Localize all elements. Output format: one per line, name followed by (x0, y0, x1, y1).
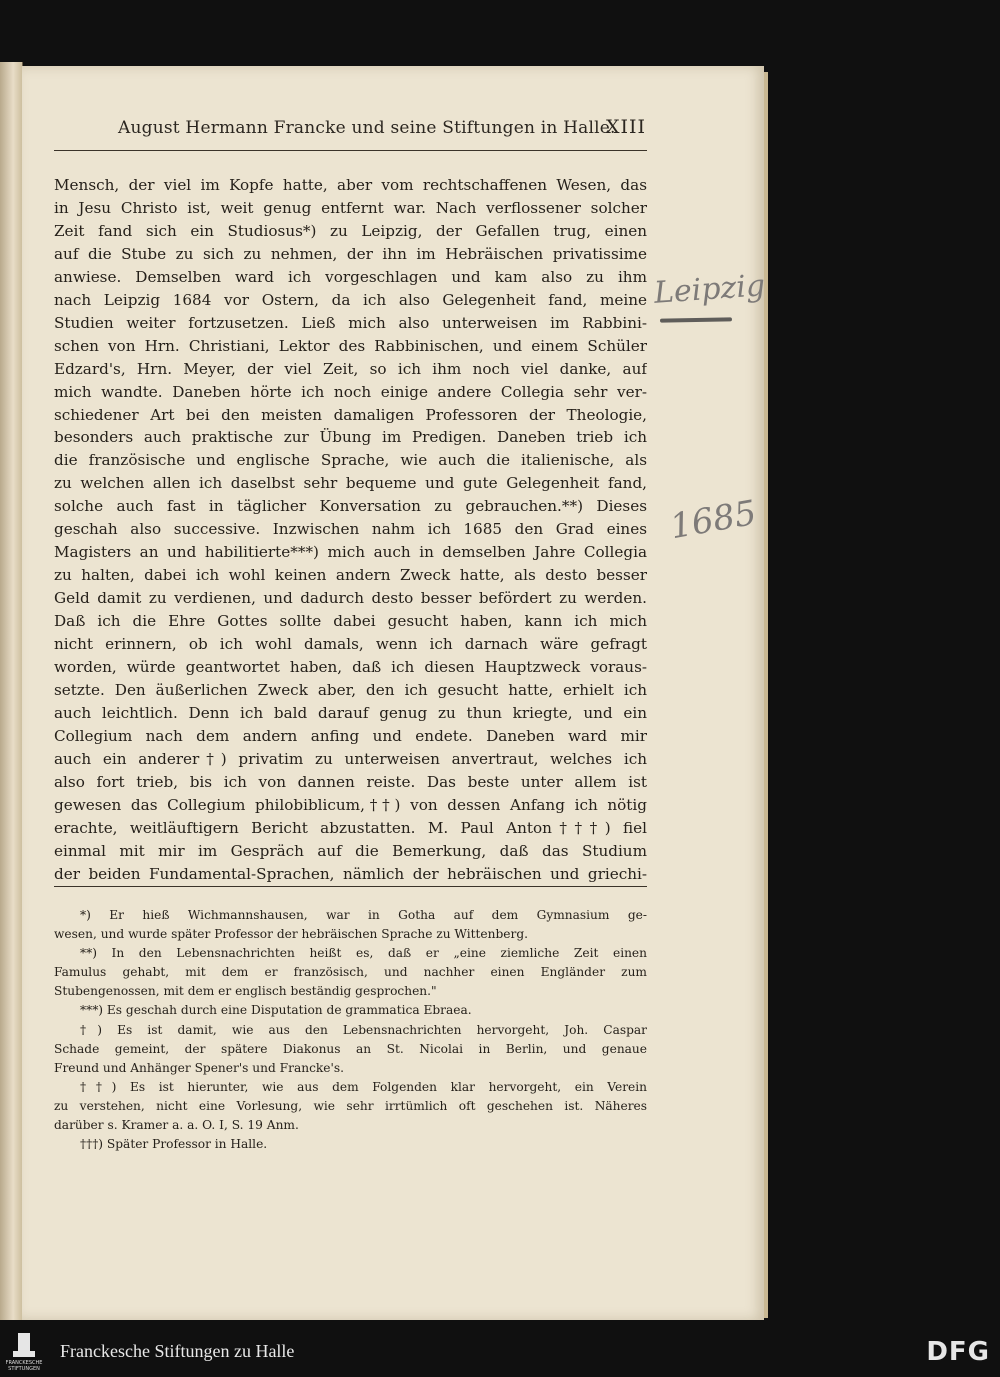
footnote-line: †††) Später Professor in Halle. (80, 1137, 268, 1152)
body-line: schen von Hrn. Christiani, Lektor des Rabbinischen, und einem Schüler (54, 336, 647, 355)
body-line: zu welchen allen ich daselbst sehr bequeme und gute Gelegenheit fand, (54, 474, 647, 493)
body-line: nach Leipzig 1684 vor Ostern, da ich also Gelegenheit fand, meine (54, 290, 647, 309)
footnote-line: Famulus gehabt, mit dem er französisch, und nachher einen Engländer zum (54, 965, 647, 980)
body-line: worden, würde geantwortet haben, daß ich diesen Hauptzweck voraus- (54, 658, 647, 677)
footnote-line: Stubengenossen, mit dem er englisch beständig gesprochen." (54, 984, 437, 999)
footnote (54, 1078, 647, 1135)
body-line: auf die Stube zu sich zu nehmen, der ihn im Hebräischen privatissime (54, 244, 647, 263)
body-line: in Jesu Christo ist, weit genug entfernt war. Nach verflossener solcher (54, 198, 647, 217)
body-line: Geld damit zu verdienen, und dadurch desto besser befördert zu werden. (54, 589, 647, 608)
body-line: besonders auch praktische zur Übung im Predigen. Daneben trieb ich (54, 428, 647, 447)
dfg-logo[interactable]: DFG (926, 1337, 990, 1367)
footnote-line: zu verstehen, nicht eine Vorlesung, wie sehr irrtümlich oft geschehen ist. Näheres (54, 1098, 647, 1113)
footnote (54, 1021, 647, 1078)
viewer-footer (0, 1327, 1000, 1377)
footnote-line: ***) Es geschah durch eine Disputation de grammatica Ebraea. (80, 1003, 472, 1018)
footnote (54, 944, 647, 1001)
body-line: auch ein anderer†) privatim zu unterweisen anvertraut, welches ich (54, 749, 647, 768)
header-rule (54, 150, 647, 151)
body-line: schiedener Art bei den meisten damaligen Professoren der Theologie, (54, 405, 647, 424)
pencil-note-leipzig: Leipzig (652, 268, 767, 311)
footnote-line: Freund und Anhänger Spener's und Francke's. (54, 1060, 344, 1075)
body-line: Zeit fand sich ein Studiosus*) zu Leipzig, der Gefallen trug, einen (54, 221, 647, 240)
institution-name[interactable]: Franckesche Stiftungen zu Halle (60, 1341, 295, 1361)
body-line: Magisters an und habilitierte***) mich auch in demselben Jahre Collegia (54, 543, 647, 562)
body-line: mich wandte. Daneben hörte ich noch einige andere Collegia sehr ver- (54, 382, 647, 401)
footnote-rule (54, 886, 647, 887)
body-line: zu halten, dabei ich wohl keinen andern Zweck hatte, als desto besser (54, 566, 647, 585)
footnote-line: darüber s. Kramer a. a. O. I, S. 19 Anm. (54, 1118, 299, 1133)
running-head (118, 116, 646, 142)
body-line: der beiden Fundamental-Sprachen, nämlich der hebräischen und griechi- (54, 864, 647, 883)
footnote-line: Schade gemeint, der spätere Diakonus an St. Nicolai in Berlin, und genaue (54, 1041, 647, 1056)
adjacent-page-edge (0, 62, 23, 1320)
body-line: anwiese. Demselben ward ich vorgeschlagen und kam also zu ihm (54, 267, 647, 286)
body-line: nicht erinnern, ob ich wohl damals, wenn ich darnach wäre gefragt (54, 635, 647, 654)
logo-text: FRANCKESCHE STIFTUNGEN (5, 1360, 43, 1372)
footnote-line: wesen, und wurde später Professor der hebräischen Sprache zu Wittenberg. (54, 927, 529, 942)
body-line: die französische und englische Sprache, wie auch die italienische, als (54, 451, 647, 470)
footnote-line: **) In den Lebensnachrichten heißt es, daß er „eine ziemliche Zeit einen (80, 946, 647, 961)
page-number: XIII (605, 116, 646, 138)
footnote (54, 906, 647, 944)
body-line: geschah also successive. Inzwischen nahm ich 1685 den Grad eines (54, 520, 647, 539)
footnote-line: †) Es ist damit, wie aus den Lebensnachrichten hervorgeht, Joh. Caspar (80, 1022, 647, 1037)
body-line: also fort trieb, bis ich von dannen reiste. Das beste unter allem ist (54, 772, 647, 791)
body-line: gewesen das Collegium philobiblicum,††) von dessen Anfang ich nötig (54, 795, 647, 814)
body-line: Daß ich die Ehre Gottes sollte dabei gesucht haben, kann ich mich (54, 612, 647, 631)
body-line: solche auch fast in täglicher Konversation zu gebrauchen.**) Dieses (54, 497, 647, 516)
franckesche-stiftungen-logo[interactable] (6, 1333, 42, 1373)
footnote-line: *) Er hieß Wichmannshausen, war in Gotha auf dem Gymnasium ge- (80, 908, 647, 922)
building-base-icon (13, 1351, 35, 1357)
page-edge (764, 72, 768, 1318)
footnote (54, 1135, 647, 1154)
footnotes (54, 906, 647, 1154)
body-line: auch leichtlich. Denn ich bald darauf genug zu thun kriegte, und ein (54, 703, 647, 722)
body-text (54, 174, 647, 886)
running-head-title: August Hermann Francke und seine Stiftungen in Halle. (118, 118, 616, 138)
body-line: Mensch, der viel im Kopfe hatte, aber vom rechtschaffenen Wesen, das (54, 176, 647, 194)
body-line: erachte, weitläuftigern Bericht abzustatten. M. Paul Anton†††) fiel (54, 818, 647, 837)
footnote (54, 1001, 647, 1020)
body-line: einmal mit mir im Gespräch auf die Bemerkung, daß das Studium (54, 841, 647, 860)
pencil-note-1685: 1685 (667, 492, 760, 548)
body-line: setzte. Den äußerlichen Zweck aber, den ich gesucht hatte, erhielt ich (54, 680, 647, 699)
body-line: Studien weiter fortzusetzen. Ließ mich also unterweisen im Rabbini- (54, 313, 647, 332)
body-line: Edzard's, Hrn. Meyer, der viel Zeit, so ich ihm noch viel danke, auf (54, 359, 647, 378)
footnote-line: ††) Es ist hierunter, wie aus dem Folgenden klar hervorgeht, ein Verein (80, 1079, 647, 1094)
body-line: Collegium nach dem andern anfing und endete. Daneben ward mir (54, 726, 647, 745)
